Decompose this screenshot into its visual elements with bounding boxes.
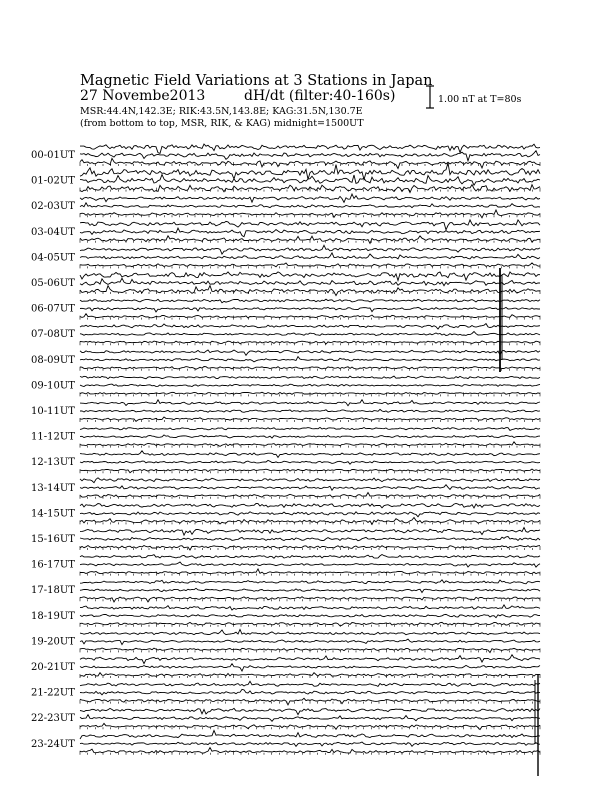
row-label: 14-15UT [31, 508, 75, 520]
trace-kag [80, 731, 540, 740]
trace-kag [80, 324, 540, 329]
trace-rik [80, 151, 540, 161]
minute-ticks [80, 725, 540, 729]
trace-kag [80, 478, 540, 483]
row-label: 19-20UT [31, 636, 75, 648]
chart-filter: dH/dt (filter:40-160s) [244, 88, 396, 104]
trace-rik [80, 332, 540, 336]
trace-kag [80, 299, 540, 303]
row-label: 09-10UT [31, 380, 75, 392]
row-label: 20-21UT [31, 662, 75, 673]
minute-ticks [80, 213, 540, 217]
hour-row [31, 681, 540, 705]
trace-kag [80, 245, 540, 254]
trace-rik [80, 278, 540, 286]
trace-kag [80, 504, 540, 509]
minute-ticks [80, 188, 540, 192]
station-coords: MSR:44.4N,142.3E; RIK:43.5N,143.8E; KAG:31.5N,130.7E [80, 106, 363, 117]
trace-rik [80, 435, 540, 438]
row-label: 02-03UT [31, 201, 75, 213]
row-label: 01-02UT [31, 175, 75, 187]
hour-row [31, 144, 540, 168]
hour-row [31, 630, 540, 653]
hour-row [31, 708, 540, 729]
hour-row [31, 504, 540, 525]
row-label: 12-13UT [31, 457, 75, 469]
scale-label: 1.00 nT at T=80s [438, 94, 522, 105]
trace-kag [80, 605, 540, 610]
row-label: 04-05UT [31, 252, 75, 264]
hour-row [31, 580, 540, 602]
trace-rik [80, 307, 540, 312]
trace-rik [80, 562, 540, 567]
hour-row [31, 478, 540, 499]
hour-row [31, 376, 540, 396]
minute-ticks [80, 316, 540, 320]
trace-rik [80, 175, 540, 186]
trace-rik [80, 639, 540, 645]
row-label: 22-23UT [31, 713, 75, 725]
trace-rik [80, 203, 540, 208]
trace-kag [80, 555, 540, 559]
trace-kag [80, 427, 540, 430]
row-label: 08-09UT [31, 354, 75, 366]
hour-row [31, 427, 540, 447]
row-label: 10-11UT [31, 406, 75, 417]
trace-kag [80, 194, 540, 202]
trace-rik [80, 460, 540, 464]
trace-rik [80, 253, 540, 259]
hour-row [31, 528, 540, 551]
trace-rik [80, 742, 540, 746]
chart-date: 27 Novembe2013 [80, 88, 206, 104]
minute-ticks [80, 597, 540, 601]
trace-kag [80, 451, 540, 458]
trace-kag [80, 630, 540, 635]
hour-row [31, 299, 540, 319]
trace-rik [80, 357, 540, 362]
trace-rik [80, 614, 540, 617]
hour-row [31, 555, 540, 576]
trace-rik [80, 384, 540, 386]
hour-row [31, 451, 540, 473]
trace-kag [80, 528, 540, 536]
trace-rik [80, 485, 540, 491]
trace-rik [80, 664, 540, 671]
hour-row [31, 400, 540, 422]
row-label: 17-18UT [31, 585, 75, 597]
trace-kag [80, 376, 540, 379]
row-label: 15-16UT [31, 534, 75, 545]
trace-rik [80, 409, 540, 412]
trace-kag [80, 220, 540, 230]
row-label: 11-12UT [31, 431, 75, 443]
hour-row [31, 163, 540, 193]
hour-row [31, 731, 540, 755]
scale-bar [426, 86, 434, 108]
trace-rik [80, 689, 540, 694]
trace-rik [80, 537, 540, 541]
trace-rik [80, 715, 540, 722]
row-label: 05-06UT [31, 278, 75, 289]
hour-row [31, 245, 540, 268]
row-label: 16-17UT [31, 559, 75, 571]
trace-kag [80, 708, 540, 714]
hour-row [31, 655, 540, 678]
minute-ticks [80, 239, 540, 243]
trace-rik [80, 228, 540, 237]
hour-row [31, 605, 540, 627]
chart-title: Magnetic Field Variations at 3 Stations in Japan [80, 73, 433, 89]
hour-row [31, 194, 540, 218]
row-label: 18-19UT [31, 610, 75, 622]
hour-row [31, 220, 540, 244]
trace-rik [80, 588, 540, 592]
row-label: 00-01UT [31, 150, 75, 161]
hour-row [31, 350, 540, 371]
row-label: 03-04UT [31, 226, 75, 238]
row-label: 07-08UT [31, 329, 75, 341]
trace-kag [80, 272, 540, 281]
trace-kag [80, 655, 540, 664]
trace-kag [80, 144, 540, 153]
row-label: 23-24UT [31, 738, 75, 750]
trace-kag [80, 400, 540, 406]
hour-row [31, 324, 540, 346]
trace-kag [80, 681, 540, 686]
row-label: 21-22UT [31, 687, 75, 699]
station-order: (from bottom to top, MSR, RIK, & KAG) midnight=1500UT [80, 118, 364, 129]
trace-rik [80, 512, 540, 517]
row-label: 13-14UT [31, 482, 75, 494]
trace-kag [80, 580, 540, 584]
row-label: 06-07UT [31, 303, 75, 315]
trace-kag [80, 350, 540, 355]
hour-row [31, 272, 540, 296]
